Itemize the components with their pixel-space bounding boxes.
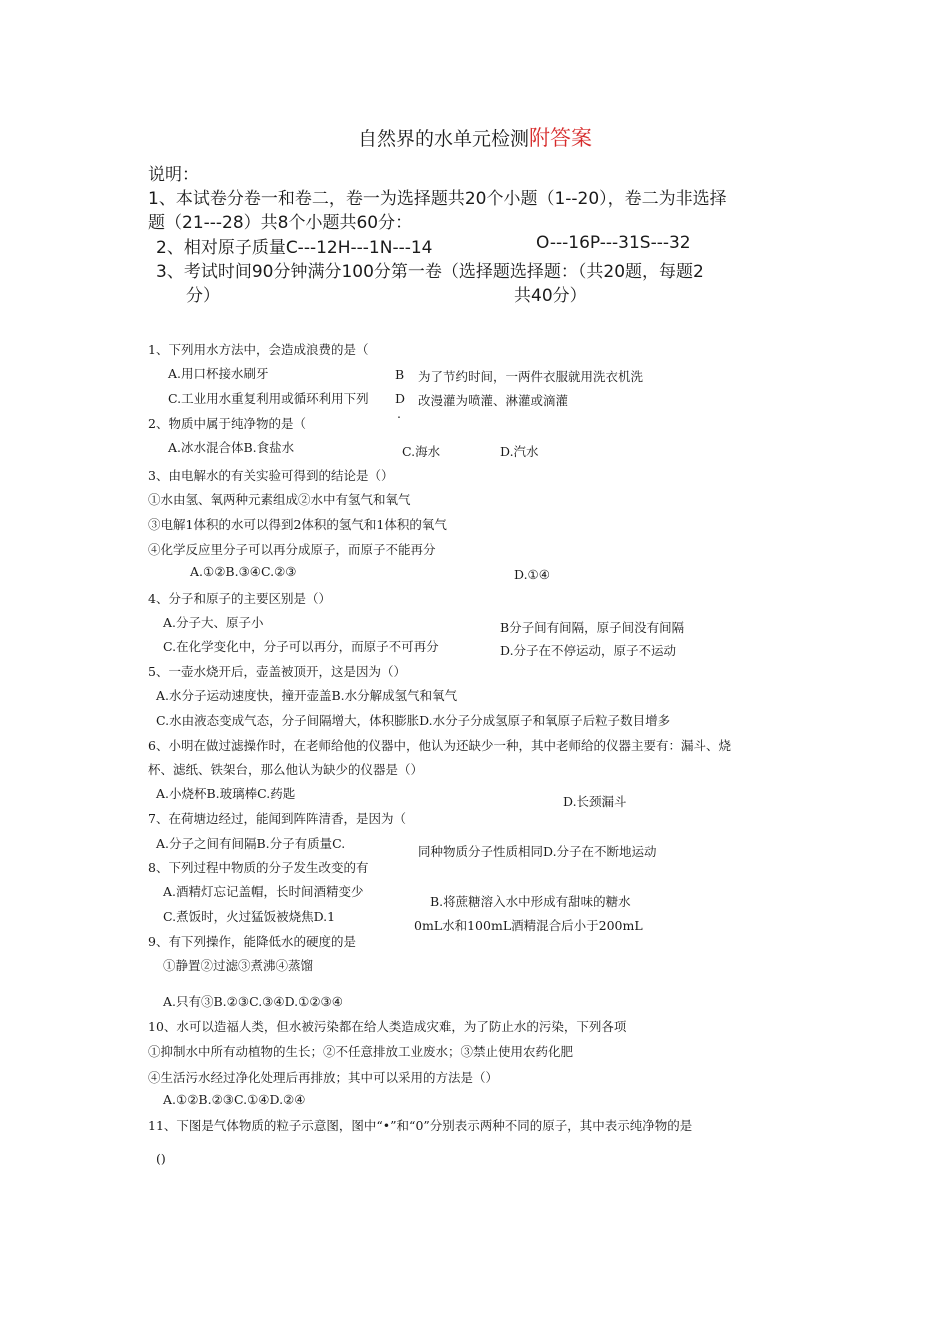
q4-stem: 4、分子和原子的主要区别是（） [148,591,331,606]
q4-option-a: A.分子大、原子小 [163,615,264,630]
q1-option-d: 改漫灌为喷灌、淋灌或滴灌 [418,393,569,408]
q3-statement-1: ①水由氢、氧两种元素组成②水中有氢气和氧气 [148,492,411,507]
q10-statement-1: ①抑制水中所有动植物的生长；②不任意排放工业废水；③禁止使用农药化肥 [148,1044,574,1059]
q10-options: A.①②B.②③C.①④D.②④ [163,1092,306,1107]
q6-option-d: D.长颈漏斗 [563,794,627,809]
q3-statement-3: ④化学反应里分子可以再分成原子，而原子不能再分 [148,542,436,557]
note-3-line-2: 分） [186,286,220,306]
q5-stem: 5、一壶水烧开后，壶盖被顶开，这是因为（） [148,664,406,679]
q9-items: ①静置②过滤③煮沸④蒸馏 [163,958,314,973]
q8-stem: 8、下列过程中物质的分子发生改变的有 [148,860,369,875]
q7-options-cd: 同种物质分子性质相同D.分子在不断地运动 [418,844,657,859]
q3-options-abc: A.①②B.③④C.②③ [190,564,297,579]
q10-statement-2: ④生活污水经过净化处理后再排放；其中可以采用的方法是（） [148,1070,499,1085]
q1-option-b: 为了节约时间，一两件衣服就用洗衣机洗 [418,369,644,384]
q1-option-a: A.用口杯接水刷牙 [168,366,269,381]
note-3-line-3: 共40分） [514,286,587,306]
title-main: 自然界的水单元检测 [358,128,530,150]
q8-option-d: 0mL水和100mL酒精混合后小于200mL [414,918,643,933]
q9-options: A.只有③B.②③C.③④D.①②③④ [163,994,343,1009]
q8-option-b: B.将蔗糖溶入水中形成有甜味的糖水 [430,894,631,909]
q9-stem: 9、有下列操作，能降低水的硬度的是 [148,934,356,949]
q1-stem: 1、下列用水方法中，会造成浪费的是（ [148,342,369,357]
q6-options-abc: A.小烧杯B.玻璃棒C.药匙 [156,786,296,801]
q10-stem: 10、水可以造福人类，但水被污染都在给人类造成灾难，为了防止水的污染，下列各项 [148,1019,627,1034]
q3-option-d: D.①④ [514,567,550,582]
note-1-line-1: 1、本试卷分卷一和卷二，卷一为选择题共20个小题（1--20），卷二为非选择 [148,189,727,209]
page-title [358,122,592,152]
note-2-masses-a: 2、相对原子质量C---12H---1N---14 [156,238,433,258]
q5-options-cd: C.水由液态变成气态，分子间隔增大，体积膨胀D.水分子分成氢原子和氧原子后粒子数目增多 [156,713,671,728]
q4-option-c: C.在化学变化中，分子可以再分，而原子不可再分 [163,639,439,654]
q4-option-b: B分子间有间隔，原子间没有间隔 [500,620,685,635]
note-1-line-2: 题（21---28）共8个小题共60分： [148,213,413,233]
q8-option-c: C.煮饭时，火过猛饭被烧焦D.1 [163,909,336,924]
note-2-masses-b: O---16P---31S---32 [536,233,691,253]
q3-statement-2: ③电解1体积的水可以得到2体积的氢气和1体积的氧气 [148,517,447,532]
q3-stem: 3、由电解水的有关实验可得到的结论是（） [148,468,394,483]
q1-option-d-letter: D [395,391,406,406]
title-accent: 附答案 [529,126,593,150]
q6-stem-line-2: 杯、滤纸、铁架台，那么他认为缺少的仪器是（） [148,762,424,777]
q2-options-ab: A.冰水混合体B.食盐水 [168,440,295,455]
q4-option-d: D.分子在不停运动，原子不运动 [500,643,677,658]
q7-options-ab: A.分子之间有间隔B.分子有质量C. [156,836,346,851]
q2-stem: 2、物质中属于纯净物的是（ [148,416,306,431]
q1-option-b-letter: B [395,367,405,382]
q8-option-a: A.酒精灯忘记盖帽，长时间酒精变少 [163,884,364,899]
q5-options-ab: A.水分子运动速度快，撞开壶盖B.水分解成氢气和氧气 [156,688,458,703]
notes-heading: 说明： [148,165,199,185]
q7-stem: 7、在荷塘边经过，能闻到阵阵清香，是因为（ [148,811,406,826]
q1-stray-dot: . [397,406,401,421]
q1-option-c: C.工业用水重复利用或循环利用下列 [168,391,369,406]
q11-answer-paren: () [156,1151,166,1166]
q2-option-d: D.汽水 [500,444,539,459]
q11-stem: 11、下图是气体物质的粒子示意图，图中“•”和“0”分别表示两种不同的原子，其中表示纯净物的是 [148,1118,693,1133]
q6-stem-line-1: 6、小明在做过滤操作时，在老师给他的仪器中，他认为还缺少一种，其中老师给的仪器主要有：漏斗、烧 [148,738,731,753]
q2-option-c: C.海水 [402,444,441,459]
note-3-line-1: 3、考试时间90分钟满分100分第一卷（选择题选择题：（共20题，每题2 [156,262,704,282]
